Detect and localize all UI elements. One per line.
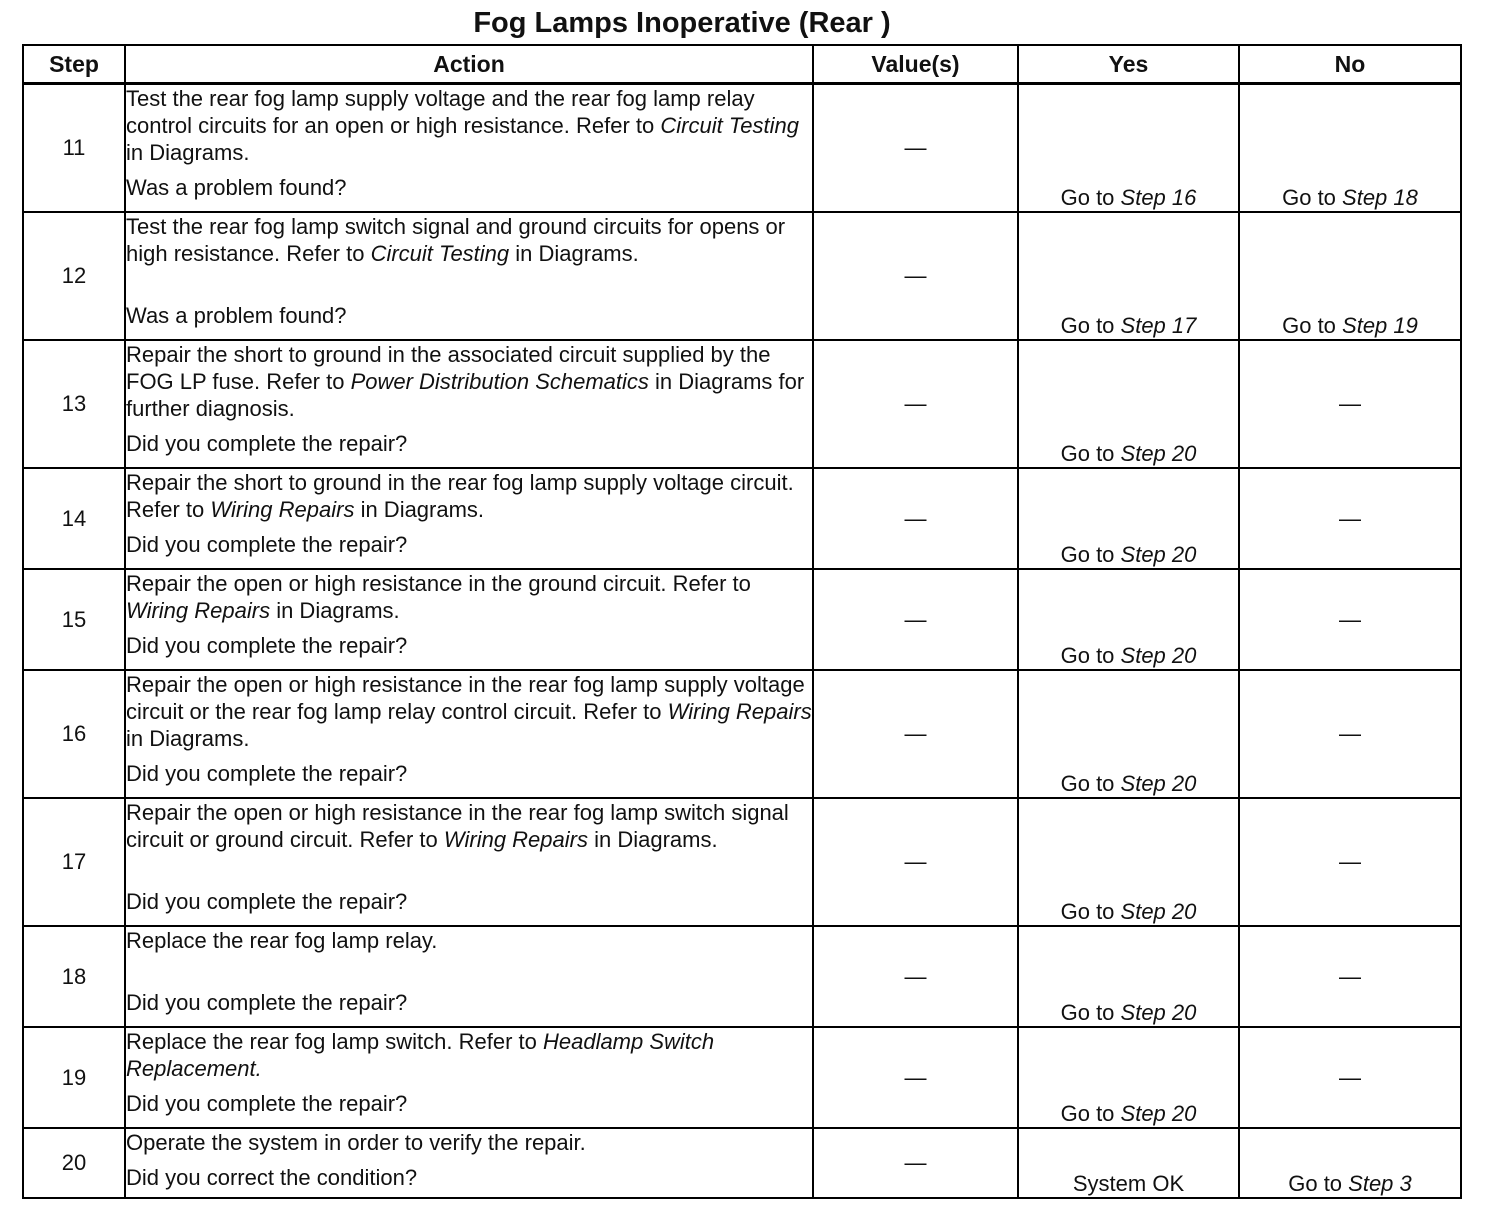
action-segment: Repair the open or high resistance in the rear fog lamp switch signal circuit or ground circuit. Refer to (126, 799, 789, 852)
action-question: Did you complete the repair? (126, 531, 408, 557)
reference-text: Power Distribution Schematics (350, 368, 649, 394)
yes-cell (1018, 926, 1239, 1027)
action-question: Did you complete the repair? (126, 989, 408, 1015)
column-header-value: Value(s) (813, 45, 1018, 84)
action-text (126, 1028, 812, 1082)
reference-text: Circuit Testing (370, 240, 510, 266)
no-cell: — (1239, 926, 1461, 1027)
table-row (23, 340, 1461, 468)
no-cell (1239, 212, 1461, 340)
action-question: Did you complete the repair? (126, 1090, 408, 1116)
no-result-text: Go to (1282, 184, 1343, 210)
reference-text: Circuit Testing (660, 113, 799, 138)
yes-result-text: Go to (1060, 440, 1121, 466)
page-title: Fog Lamps Inoperative (Rear ) (473, 7, 891, 39)
yes-result-text: Go to (1060, 541, 1121, 567)
yes-result-text: Go to (1060, 999, 1121, 1025)
action-question: Did you correct the condition? (126, 1164, 418, 1190)
table-body (23, 84, 1461, 1198)
reference-text: Wiring Repairs (443, 826, 588, 852)
action-text (126, 671, 812, 752)
table-row (23, 84, 1461, 212)
action-segment: Repair the short to ground in the rear fog lamp supply voltage circuit. Refer to (126, 469, 794, 522)
step-number: 15 (23, 569, 125, 670)
value-cell: — (813, 670, 1018, 798)
action-question: Did you complete the repair? (126, 888, 408, 914)
action-segment: in Diagrams. (270, 597, 400, 623)
value-cell: — (813, 569, 1018, 670)
yes-goto-step: Step 20 (1120, 1100, 1197, 1126)
column-header-yes: Yes (1018, 45, 1239, 84)
yes-result-text: Go to (1060, 642, 1121, 668)
action-segment: Replace the rear fog lamp switch. Refer to (126, 1028, 543, 1054)
step-number: 20 (23, 1128, 125, 1198)
no-goto-step: Step 3 (1348, 1170, 1412, 1196)
reference-text: Headlamp Switch Replacement. (126, 1028, 715, 1081)
yes-cell (1018, 212, 1239, 340)
value-cell: — (813, 926, 1018, 1027)
table-row (23, 212, 1461, 340)
action-segment: Repair the open or high resistance in the ground circuit. Refer to (126, 570, 751, 596)
action-segment: in Diagrams. (126, 725, 250, 751)
action-segment: Test the rear fog lamp switch signal and ground circuits for opens or high resistance. Refer to (126, 213, 786, 266)
table-header-row (23, 45, 1461, 84)
action-text (126, 469, 812, 523)
action-text (126, 1129, 812, 1156)
yes-cell (1018, 340, 1239, 468)
action-question: Did you complete the repair? (126, 632, 408, 658)
yes-result-text: Go to (1060, 770, 1121, 796)
step-number: 16 (23, 670, 125, 798)
yes-result-text: System OK (1072, 1170, 1185, 1196)
action-text (126, 85, 812, 166)
action-cell (125, 670, 813, 798)
no-goto-step: Step 19 (1342, 312, 1418, 338)
no-cell (1239, 84, 1461, 212)
action-question: Did you complete the repair? (126, 760, 408, 786)
yes-result-text: Go to (1060, 898, 1121, 924)
reference-text: Wiring Repairs (126, 597, 271, 623)
value-cell: — (813, 468, 1018, 569)
yes-goto-step: Step 16 (1120, 184, 1197, 210)
value-cell: — (813, 340, 1018, 468)
step-number: 11 (23, 84, 125, 212)
no-cell: — (1239, 569, 1461, 670)
yes-cell (1018, 1128, 1239, 1198)
yes-cell (1018, 84, 1239, 212)
yes-result-text: Go to (1060, 1100, 1121, 1126)
value-cell: — (813, 1128, 1018, 1198)
table-row (23, 670, 1461, 798)
column-header-step: Step (23, 45, 125, 84)
table-row (23, 1128, 1461, 1198)
no-cell: — (1239, 468, 1461, 569)
step-number: 17 (23, 798, 125, 926)
action-cell (125, 84, 813, 212)
yes-goto-step: Step 20 (1120, 770, 1197, 796)
table-row (23, 569, 1461, 670)
no-result-text: Go to (1282, 312, 1343, 338)
no-cell: — (1239, 670, 1461, 798)
action-segment: in Diagrams. (354, 496, 485, 522)
step-number: 14 (23, 468, 125, 569)
column-header-action: Action (125, 45, 813, 84)
action-segment: Replace the rear fog lamp relay. (126, 927, 438, 953)
action-cell (125, 1128, 813, 1198)
action-text (126, 799, 812, 880)
step-number: 19 (23, 1027, 125, 1128)
step-number: 12 (23, 212, 125, 340)
action-cell (125, 340, 813, 468)
table-row (23, 926, 1461, 1027)
action-text (126, 213, 812, 294)
table-row (23, 468, 1461, 569)
action-segment: Repair the short to ground in the associated circuit supplied by the FOG LP fuse. Refer to (126, 341, 771, 394)
action-text (126, 570, 812, 624)
yes-cell (1018, 569, 1239, 670)
action-cell (125, 468, 813, 569)
yes-goto-step: Step 20 (1120, 898, 1197, 924)
no-cell (1239, 1128, 1461, 1198)
no-result-text: Go to (1288, 1170, 1349, 1196)
action-text (126, 927, 812, 981)
value-cell: — (813, 1027, 1018, 1128)
yes-result-text: Go to (1060, 312, 1121, 338)
table-row (23, 798, 1461, 926)
action-text (126, 341, 812, 422)
action-segment: Test the rear fog lamp supply voltage and the rear fog lamp relay control circuits for an open or high resistance. Refer to (126, 86, 755, 138)
yes-goto-step: Step 17 (1120, 312, 1197, 338)
step-number: 18 (23, 926, 125, 1027)
value-cell: — (813, 798, 1018, 926)
column-header-no: No (1239, 45, 1461, 84)
yes-goto-step: Step 20 (1120, 440, 1197, 466)
value-cell: — (813, 212, 1018, 340)
action-segment: Operate the system in order to verify the repair. (126, 1129, 586, 1155)
action-segment: in Diagrams. (126, 140, 250, 165)
value-cell: — (813, 84, 1018, 212)
yes-cell (1018, 468, 1239, 569)
action-cell (125, 569, 813, 670)
no-goto-step: Step 18 (1342, 184, 1418, 210)
yes-goto-step: Step 20 (1120, 541, 1197, 567)
no-cell: — (1239, 340, 1461, 468)
action-question: Did you complete the repair? (126, 430, 408, 456)
action-cell (125, 798, 813, 926)
reference-text: Wiring Repairs (667, 698, 812, 724)
reference-text: Wiring Repairs (210, 496, 355, 522)
action-segment: in Diagrams. (509, 240, 639, 266)
action-segment: Repair the open or high resistance in the rear fog lamp supply voltage circuit or the rear fog lamp relay control circuit. Refer to (126, 671, 805, 724)
yes-cell (1018, 1027, 1239, 1128)
action-question: Was a problem found? (126, 175, 347, 200)
action-question: Was a problem found? (126, 302, 347, 328)
action-segment: in Diagrams for further diagnosis. (126, 368, 805, 421)
yes-cell (1018, 670, 1239, 798)
action-cell (125, 212, 813, 340)
yes-result-text: Go to (1060, 184, 1121, 210)
step-number: 13 (23, 340, 125, 468)
no-cell: — (1239, 1027, 1461, 1128)
action-segment: in Diagrams. (587, 826, 718, 852)
yes-goto-step: Step 20 (1120, 642, 1197, 668)
action-cell (125, 1027, 813, 1128)
diagnostic-table (22, 44, 1462, 1199)
action-cell (125, 926, 813, 1027)
table-row (23, 1027, 1461, 1128)
no-cell: — (1239, 798, 1461, 926)
yes-goto-step: Step 20 (1120, 999, 1197, 1025)
yes-cell (1018, 798, 1239, 926)
